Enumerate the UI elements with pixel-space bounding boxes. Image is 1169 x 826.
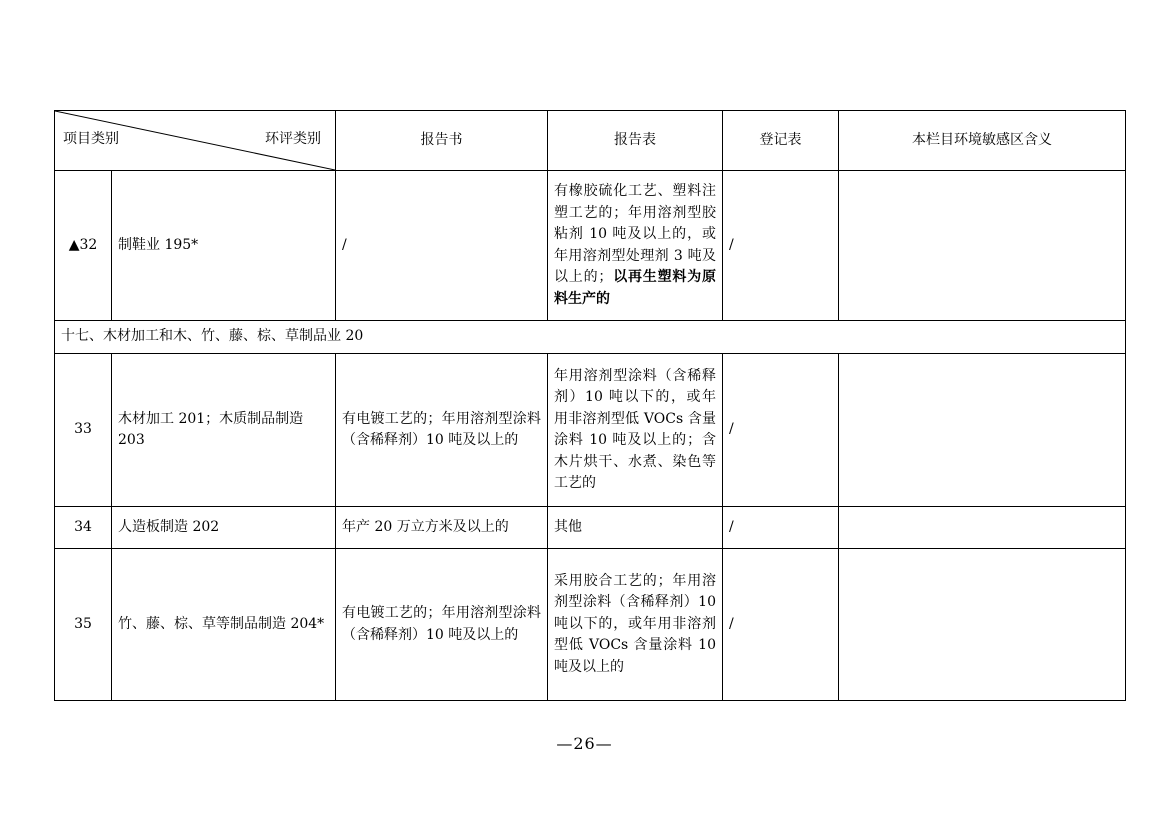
report-form-text: 有橡胶硫化工艺、塑料注塑工艺的；年用溶剂型胶粘剂 10 吨及以上的，或年用溶剂型处理剂 3 吨及以上的；	[554, 183, 716, 285]
report-form-cell	[548, 171, 723, 321]
sensitive-area-cell	[839, 354, 1126, 507]
report-book-cell: /	[336, 171, 548, 321]
table-row	[55, 171, 1126, 321]
column-header-sensitive-area: 本栏目环境敏感区含义	[839, 111, 1126, 171]
section-title: 十七、木材加工和木、竹、藤、棕、草制品业 20	[55, 321, 1126, 354]
report-form-cell: 年用溶剂型涂料（含稀释剂）10 吨以下的，或年用非溶剂型低 VOCs 含量涂料 10 吨及以上的；含木片烘干、水煮、染色等工艺的	[548, 354, 723, 507]
diagonal-header-cell	[55, 111, 336, 171]
report-book-cell: 有电镀工艺的；年用溶剂型涂料（含稀释剂）10 吨及以上的	[336, 549, 548, 701]
report-form-cell: 采用胶合工艺的；年用溶剂型涂料（含稀释剂）10 吨以下的，或年用非溶剂型低 VOCs 含量涂料 10 吨及以上的	[548, 549, 723, 701]
report-book-cell: 有电镀工艺的；年用溶剂型涂料（含稀释剂）10 吨及以上的	[336, 354, 548, 507]
eia-classification-table	[54, 110, 1126, 701]
table-row	[55, 507, 1126, 549]
table-header-row	[55, 111, 1126, 171]
project-name: 人造板制造 202	[112, 507, 336, 549]
registration-cell: /	[723, 354, 839, 507]
sensitive-area-cell	[839, 507, 1126, 549]
row-number: ▲32	[55, 171, 112, 321]
report-form-cell: 其他	[548, 507, 723, 549]
registration-cell: /	[723, 549, 839, 701]
project-name: 竹、藤、棕、草等制品制造 204*	[112, 549, 336, 701]
column-header-report-book: 报告书	[336, 111, 548, 171]
column-header-report-form: 报告表	[548, 111, 723, 171]
page-number: —26—	[556, 734, 613, 753]
column-header-registration-form: 登记表	[723, 111, 839, 171]
report-book-cell: 年产 20 万立方米及以上的	[336, 507, 548, 549]
table-row	[55, 354, 1126, 507]
registration-cell: /	[723, 507, 839, 549]
row-number: 34	[55, 507, 112, 549]
project-name: 制鞋业 195*	[112, 171, 336, 321]
row-number: 33	[55, 354, 112, 507]
report-form-bold-text: 以再生塑料为原料生产的	[554, 269, 717, 307]
sensitive-area-cell	[839, 171, 1126, 321]
section-row	[55, 321, 1126, 354]
category-label: 项目类别	[63, 130, 119, 147]
row-number: 35	[55, 549, 112, 701]
sensitive-area-cell	[839, 549, 1126, 701]
table-row	[55, 549, 1126, 701]
registration-cell: /	[723, 171, 839, 321]
project-name: 木材加工 201；木质制品制造 203	[112, 354, 336, 507]
eia-category-label: 环评类别	[265, 130, 321, 147]
